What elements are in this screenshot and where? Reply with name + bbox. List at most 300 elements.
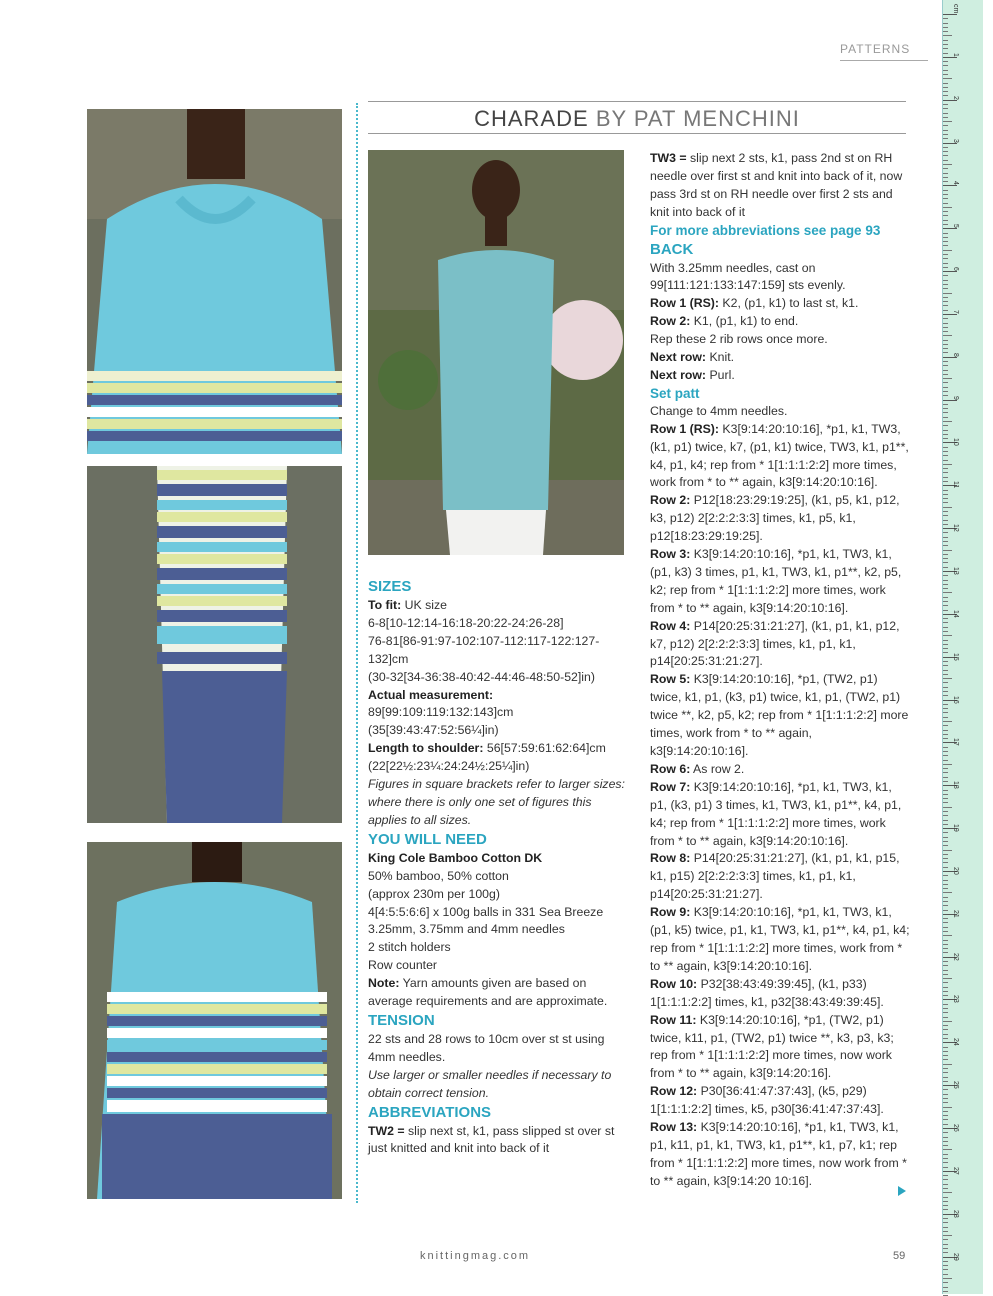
ruler-minor-tick [943,481,948,482]
ruler-minor-tick [943,991,948,992]
ruler-minor-tick [943,280,948,281]
size-line [368,615,630,633]
ruler-minor-tick [943,1222,948,1223]
ruler-minor-tick [943,1094,948,1095]
ruler-label: 11 [952,481,959,489]
ruler-minor-tick [943,922,948,923]
ruler-minor-tick [943,1235,952,1236]
pattern-row [650,313,912,331]
ruler-minor-tick [943,987,948,988]
ruler-minor-tick [943,250,952,251]
ruler-minor-tick [943,772,948,773]
size-line [368,722,630,740]
pattern-row-label: Row 1 (RS): [650,296,719,311]
ruler-minor-tick [943,1167,948,1168]
ruler-minor-tick [943,597,948,598]
material-line: Row counter [368,958,438,973]
ruler-minor-tick [943,23,948,24]
ruler-minor-tick [943,1291,948,1292]
ruler-minor-tick [943,53,948,54]
ruler-minor-tick [943,640,948,641]
ruler-minor-tick [943,1137,948,1138]
ruler-minor-tick [943,1132,948,1133]
pattern-row-text: P12[18:23:29:19:25], (k1, p5, k1, p12, k3, p12) 2[2:2:2:3:3] times, k1, p5, k1, p12[18:23:29:19:25]. [650,493,900,544]
needle-change: Change to 4mm needles. [650,403,788,418]
ruler-minor-tick [943,498,948,499]
ruler-minor-tick [943,404,948,405]
pattern-row-label: Row 13: [650,1120,698,1135]
ruler-minor-tick [943,134,948,135]
ruler-minor-tick [943,807,952,808]
ruler-minor-tick [943,1197,948,1198]
ruler-minor-tick [943,507,952,508]
ruler-minor-tick [943,502,948,503]
ruler-minor-tick [943,747,948,748]
pattern-row [650,1119,912,1191]
ruler-minor-tick [943,44,948,45]
ruler-minor-tick [943,121,952,122]
ruler-minor-tick [943,352,948,353]
ruler-minor-tick [943,1252,948,1253]
ruler-minor-tick [943,970,948,971]
ruler-minor-tick [943,1231,948,1232]
ruler-minor-tick [943,468,948,469]
ruler-minor-tick [943,1098,948,1099]
ruler-minor-tick [943,927,948,928]
ruler-tick [943,271,957,272]
ruler-minor-tick [943,1244,948,1245]
ruler-minor-tick [943,181,948,182]
ruler-minor-tick [943,138,948,139]
ruler-minor-tick [943,1034,948,1035]
ruler-minor-tick [943,682,948,683]
pattern-row-text: K1, (p1, k1) to end. [690,314,799,329]
ruler-label: 13 [952,567,959,575]
ruler-minor-tick [943,425,948,426]
ruler-minor-tick [943,554,948,555]
ruler-minor-tick [943,147,948,148]
pattern-row [650,671,912,761]
ruler-minor-tick [943,841,948,842]
size-line-text: 56[57:59:61:62:64]cm [483,741,606,756]
ruler-minor-tick [943,768,948,769]
pattern-row-label: Row 10: [650,976,698,991]
ruler-label: 27 [952,1166,959,1175]
ruler-minor-tick [943,35,952,36]
pattern-row-text: P32[38:43:49:39:45], (k1, p33) 1[1:1:1:2:2] times, k1, p32[38:43:49:39:45]. [650,976,884,1009]
ruler-minor-tick [943,365,948,366]
pattern-row-label: Row 4: [650,618,691,633]
ruler-minor-tick [943,477,948,478]
ruler-minor-tick [943,125,948,126]
size-line-text: 89[99:109:119:132:143]cm [368,705,514,720]
pattern-row-label: Row 9: [650,905,691,920]
ruler-minor-tick [943,897,948,898]
ruler-tick [943,185,957,186]
abbreviations-heading: ABBREVIATIONS [368,1103,492,1121]
ruler-label: 28 [952,1209,959,1218]
ruler-label: 7 [952,309,959,314]
ruler-minor-tick [943,293,952,294]
ruler-minor-tick [943,635,952,636]
ruler-label: 4 [952,181,959,186]
ruler-minor-tick [943,130,948,131]
ruler-minor-tick [943,374,948,375]
size-line-label: Length to shoulder: [368,741,484,756]
pattern-rows [650,421,912,1191]
size-line [368,669,630,687]
ruler-minor-tick [943,760,948,761]
ruler-minor-tick [943,27,948,28]
ruler-minor-tick [943,378,952,379]
ruler-minor-tick [943,164,952,165]
pattern-row [650,779,912,851]
ruler-minor-tick [943,155,948,156]
ruler-minor-tick [943,687,948,688]
ruler-minor-tick [943,1248,948,1249]
material-line: 2 stitch holders [368,940,451,955]
size-line-text: (30-32[34-36:38-40:42-44:46-48:50-52]in) [368,669,595,684]
ruler-minor-tick [943,695,948,696]
pattern-row-text: K2, (p1, k1) to last st, k1. [719,296,859,311]
ruler-minor-tick [943,108,948,109]
ruler-minor-tick [943,944,948,945]
ruler-minor-tick [943,661,948,662]
ruler-minor-tick [943,811,948,812]
ruler-minor-tick [943,1175,948,1176]
ruler-minor-tick [943,263,948,264]
ruler-minor-tick [943,173,948,174]
ruler-minor-tick [943,1038,948,1039]
ruler-minor-tick [943,1287,948,1288]
ruler-minor-tick [943,408,948,409]
ruler-minor-tick [943,1145,948,1146]
pattern-row [650,904,912,976]
ruler-minor-tick [943,211,948,212]
ruler-minor-tick [943,1218,948,1219]
pattern-row [650,331,912,349]
pattern-row [650,761,912,779]
ruler-minor-tick [943,1124,948,1125]
ruler-minor-tick [943,490,948,491]
column-divider [356,103,358,1203]
size-line [368,633,630,669]
ruler-minor-tick [943,310,948,311]
ruler-minor-tick [943,764,952,765]
ruler-minor-tick [943,284,948,285]
ruler-minor-tick [943,610,948,611]
ruler-minor-tick [943,1008,948,1009]
photo-sleeve-closeup [87,466,342,823]
title-rule-bottom [368,133,906,134]
ruler-minor-tick [943,1184,948,1185]
pattern-row [650,1083,912,1119]
ruler-minor-tick [943,734,948,735]
pattern-row-text: K3[9:14:20:10:16], *p1, k1, TW3, k1, (p1, k3) 3 times, p1, k1, TW3, k1, p1**, k2, p5, k2; rep from * 1[1:1:1:2:2] more times, work from * to ** again, k3[9:14:20:10:16]. [650,547,902,615]
ruler-minor-tick [943,113,948,114]
ruler-minor-tick [943,961,948,962]
ruler-minor-tick [943,395,948,396]
ruler-label: 15 [952,652,959,661]
ruler-minor-tick [943,1158,948,1159]
ruler-minor-tick [943,1149,952,1150]
ruler-minor-tick [943,224,948,225]
ruler-minor-tick [943,198,948,199]
ruler-minor-tick [943,858,948,859]
size-line-text: (35[39:43:47:52:56¼]in) [368,723,499,738]
size-line [368,740,630,758]
ruler-minor-tick [943,1055,948,1056]
ruler-minor-tick [943,524,948,525]
sizes-heading: SIZES [368,578,412,595]
ruler-minor-tick [943,845,948,846]
column-sizes [368,577,630,1158]
ruler-minor-tick [943,412,948,413]
ruler-minor-tick [943,580,948,581]
ruler-minor-tick [943,464,952,465]
ruler-label: 25 [952,1081,959,1089]
ruler-minor-tick [943,730,948,731]
pattern-row-text: As row 2. [690,761,745,776]
pattern-row-text: Rep these 2 rib rows once more. [650,332,828,347]
pattern-title [368,106,906,132]
photo-model-garden [368,150,624,555]
ruler-minor-tick [943,327,948,328]
ruler-minor-tick [943,1025,948,1026]
ruler-minor-tick [943,1004,948,1005]
ruler-minor-tick [943,1261,948,1262]
ruler-minor-tick [943,867,948,868]
ruler-minor-tick [943,674,948,675]
ruler-minor-tick [943,854,948,855]
ruler-label: 8 [952,352,959,357]
ruler-minor-tick [943,1072,948,1073]
size-line [368,687,630,705]
pattern-row-text: K3[9:14:20:10:16], *p1, k1, TW3, k1, (p1, k5) twice, p1, k1, TW3, k1, p1**, k4, p1, k4; rep from * 1[1:1:1:2:2] more times, work from * to ** again, k3[9:14:20:10:16]. [650,905,910,973]
ruler-minor-tick [943,361,948,362]
pattern-row-label: Row 7: [650,779,691,794]
ruler-minor-tick [943,601,948,602]
pattern-row-text: K3[9:14:20:10:16], *p1, k1, TW3, k1, p1, k11, p1, k1, TW3, k1, p1**, k1, p7, k1; rep from * 1[1:1:1:2:2] more times, now work from * to ** again, k3[9:14:20 10:16]. [650,1120,907,1188]
ruler-minor-tick [943,781,948,782]
ruler-minor-tick [943,691,948,692]
size-line-text: (22[22½:23¼:24:24½:25¼]in) [368,759,530,774]
ruler-minor-tick [943,434,948,435]
ruler-minor-tick [943,1107,952,1108]
ruler-label: 3 [952,138,959,143]
ruler-tick [943,14,957,15]
ruler-minor-tick [943,1111,948,1112]
ruler-minor-tick [943,344,948,345]
ruler-minor-tick [943,40,948,41]
ruler-minor-tick [943,541,948,542]
size-line-text: 6-8[10-12:14-16:18-20:22-24:26-28] [368,615,564,630]
ruler-minor-tick [943,918,948,919]
ruler-minor-tick [943,151,948,152]
ruler-minor-tick [943,1059,948,1060]
ruler-minor-tick [943,447,948,448]
pattern-row-label: Row 12: [650,1084,698,1099]
ruler-minor-tick [943,665,948,666]
column-back [650,150,912,1191]
ruler-label: 24 [952,1038,959,1047]
ruler-minor-tick [943,802,948,803]
ruler-minor-tick [943,670,948,671]
ruler-minor-tick [943,207,952,208]
ruler-minor-tick [943,721,952,722]
ruler-minor-tick [943,995,948,996]
ruler-minor-tick [943,738,948,739]
ruler-label: 17 [952,738,959,747]
ruler-minor-tick [943,78,952,79]
ruler-minor-tick [943,978,952,979]
ruler-minor-tick [943,455,948,456]
ruler-minor-tick [943,532,948,533]
pattern-row-text: K3[9:14:20:10:16], *p1, k1, TW3, k1, p1, (k3, p1) 3 times, k1, TW3, k1, p1**, k4, p1, k4; rep from * 1[1:1:1:2:2] more times, work from * to ** again, k3[9:14:20:10:16]. [650,779,902,848]
ruler-minor-tick [943,880,948,881]
ruler-minor-tick [943,940,948,941]
ruler-minor-tick [943,584,948,585]
ruler-minor-tick [943,1081,948,1082]
ruler-minor-tick [943,982,948,983]
material-line: 3.25mm, 3.75mm and 4mm needles [368,922,565,937]
ruler-minor-tick [943,704,948,705]
abbrev-tw2: TW2 = slip next st, k1, pass slipped st over st just knitted and knit into back of it [368,1123,615,1156]
ruler-label: 16 [952,695,959,704]
ruler-minor-tick [943,370,948,371]
ruler-label: 22 [952,952,959,961]
ruler-minor-tick [943,948,948,949]
ruler-minor-tick [943,305,948,306]
ruler-minor-tick [943,335,952,336]
ruler-minor-tick [943,391,948,392]
ruler-label: 5 [952,224,959,229]
pattern-row-text: P14[20:25:31:21:27], (k1, p1, k1, p15, k1, p15) 2[2:2:2:3:3] times, k1, p1, k1, p14[20:25:31:21:27]. [650,851,900,902]
ruler-minor-tick [943,1119,948,1120]
ruler-minor-tick [943,550,952,551]
pattern-row-label: Row 2: [650,314,691,329]
ruler-minor-tick [943,348,948,349]
ruler-minor-tick [943,935,952,936]
ruler-minor-tick [943,644,948,645]
ruler-minor-tick [943,832,948,833]
ruler-minor-tick [943,1278,952,1279]
more-abbreviations-link[interactable]: For more abbreviations see page 93 [650,222,881,238]
ruler-minor-tick [943,1029,948,1030]
size-line-text: UK size [401,598,448,612]
ruler-minor-tick [943,520,948,521]
ruler-minor-tick [943,888,948,889]
pattern-row [650,1012,912,1084]
ruler-minor-tick [943,1077,948,1078]
ruler-minor-tick [943,1227,948,1228]
pattern-row [650,421,912,493]
pattern-row [650,295,912,313]
ruler-minor-tick [943,168,948,169]
ruler-minor-tick [943,203,948,204]
ruler-label: 9 [952,395,959,400]
ruler-minor-tick [943,798,948,799]
yarn-name: King Cole Bamboo Cotton DK [368,850,543,865]
ruler-unit: cm [952,4,959,14]
material-line: 4[4:5:5:6:6] x 100g balls in 331 Sea Breeze [368,904,604,919]
pattern-row [650,349,912,367]
ruler-minor-tick [943,190,948,191]
ruler-minor-tick [943,567,948,568]
ruler-minor-tick [943,48,948,49]
ruler-minor-tick [943,1064,952,1065]
ruler-minor-tick [943,790,948,791]
ruler-minor-tick [943,1265,948,1266]
ruler-minor-tick [943,884,948,885]
ruler-label: 1 [952,52,959,57]
ruler-minor-tick [943,1068,948,1069]
size-line [368,704,630,722]
ruler-minor-tick [943,777,948,778]
page-number: 59 [893,1250,906,1262]
ruler-minor-tick [943,605,948,606]
ruler-minor-tick [943,558,948,559]
size-line-label: To fit: [368,598,402,612]
ruler-minor-tick [943,815,948,816]
ruler-minor-tick [943,254,948,255]
ruler-minor-tick [943,31,948,32]
ruler-minor-tick [943,215,948,216]
ruler-minor-tick [943,245,948,246]
ruler-label: 21 [952,909,959,918]
ruler-minor-tick [943,91,948,92]
pattern-row-label: Row 11: [650,1012,697,1027]
ruler-minor-tick [943,892,952,893]
ruler-minor-tick [943,451,948,452]
need-lines [368,868,630,975]
set-patt-heading: Set patt [650,385,700,401]
ruler-minor-tick [943,1205,948,1206]
ruler-minor-tick [943,1141,948,1142]
continue-arrow-icon [898,1186,906,1196]
ruler-minor-tick [943,323,948,324]
ruler-label: 18 [952,781,959,790]
ruler-minor-tick [943,297,948,298]
material-line: (approx 230m per 100g) [368,886,500,901]
ruler-minor-tick [943,241,948,242]
ruler-minor-tick [943,1102,948,1103]
pattern-row-text: P14[20:25:31:21:27], (k1, p1, k1, p12, k7, p12) 2[2:2:2:3:3] times, k1, p1, k1, p14[20:25:31:21:27]. [650,618,900,669]
title-rule-top [368,101,906,102]
ruler-minor-tick [943,65,948,66]
ruler-minor-tick [943,931,948,932]
ruler-minor-tick [943,648,948,649]
ruler-minor-tick [943,421,952,422]
photo-sweater-back [87,842,342,1199]
ruler-minor-tick [943,537,948,538]
pattern-row-text: P30[36:41:47:37:43], (k5, p29) 1[1:1:1:2:2] times, k5, p30[36:41:47:37:43]. [650,1084,884,1117]
ruler-tick [943,228,957,229]
size-line-label: Actual measurement: [368,687,494,702]
pattern-row [650,492,912,546]
ruler-minor-tick [943,61,948,62]
pattern-row [650,976,912,1012]
ruler-minor-tick [943,494,948,495]
pattern-row-label: Row 2: [650,493,691,508]
section-label: PATTERNS [840,42,928,61]
ruler-minor-tick [943,850,952,851]
ruler-label: 10 [952,438,959,447]
ruler-minor-tick [943,220,948,221]
ruler-minor-tick [943,288,948,289]
ruler-minor-tick [943,1162,948,1163]
ruler-minor-tick [943,755,948,756]
